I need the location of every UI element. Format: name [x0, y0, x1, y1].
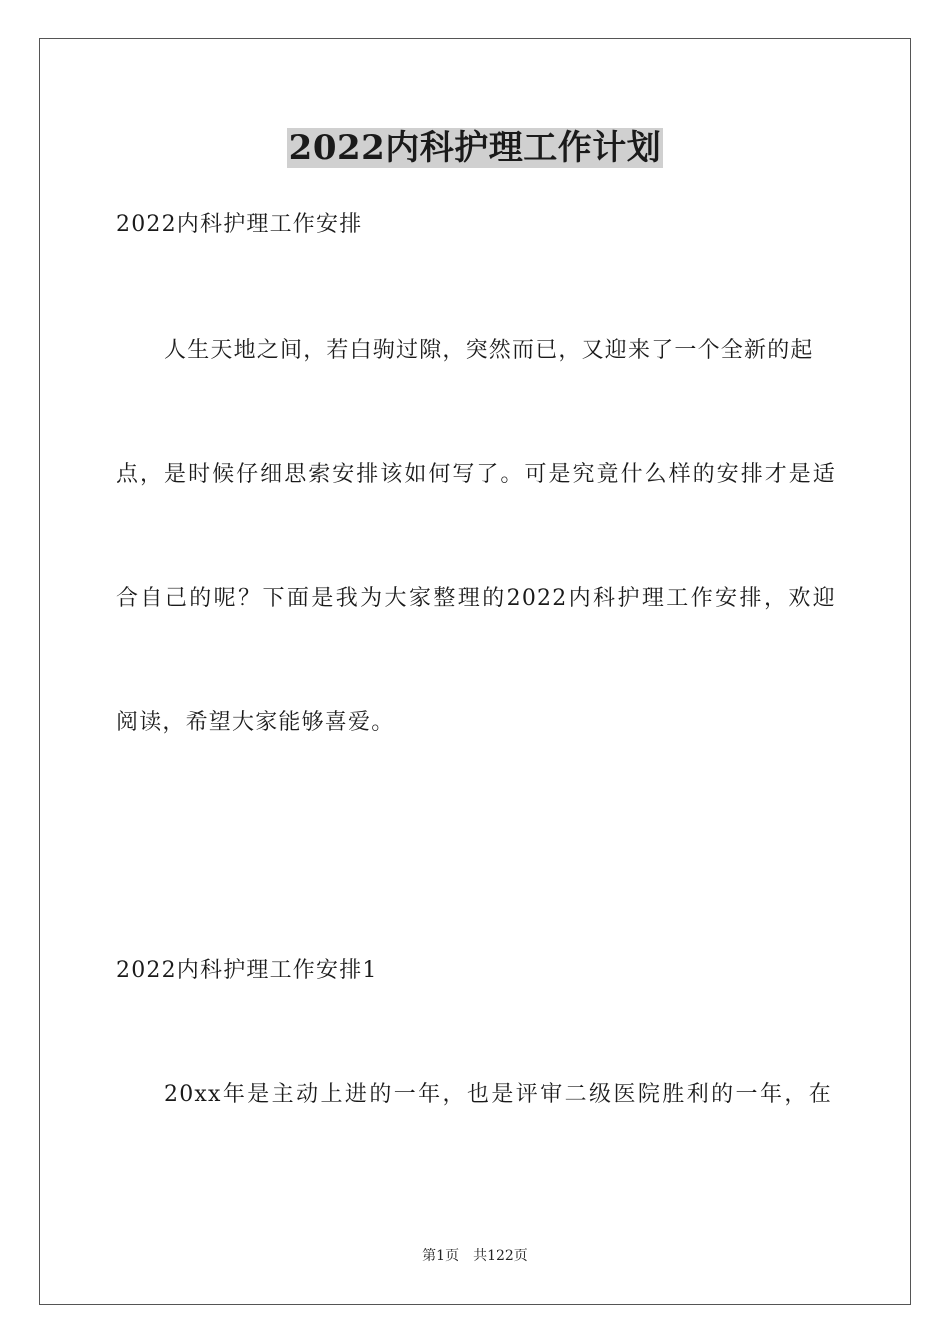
paragraph-line: 人生天地之间，若白驹过隙，突然而已，又迎来了一个全新的起 [164, 338, 814, 363]
subtitle: 2022内科护理工作安排 [116, 212, 363, 237]
paragraph-line: 点，是时候仔细思索安排该如何写了。可是究竟什么样的安排才是适 [116, 462, 836, 487]
document-title-text: 2022内科护理工作计划 [288, 128, 662, 168]
paragraph-line: 阅读，希望大家能够喜爱。 [116, 710, 395, 735]
page-footer: 第1页 共122页 [422, 1248, 528, 1264]
section-heading: 2022内科护理工作安排1 [116, 958, 378, 983]
paragraph-line: 合自己的呢？下面是我为大家整理的2022内科护理工作安排，欢迎 [116, 586, 836, 611]
paragraph-line: 20xx年是主动上进的一年，也是评审二级医院胜利的一年，在 [164, 1082, 832, 1107]
document-title [0, 126, 950, 170]
